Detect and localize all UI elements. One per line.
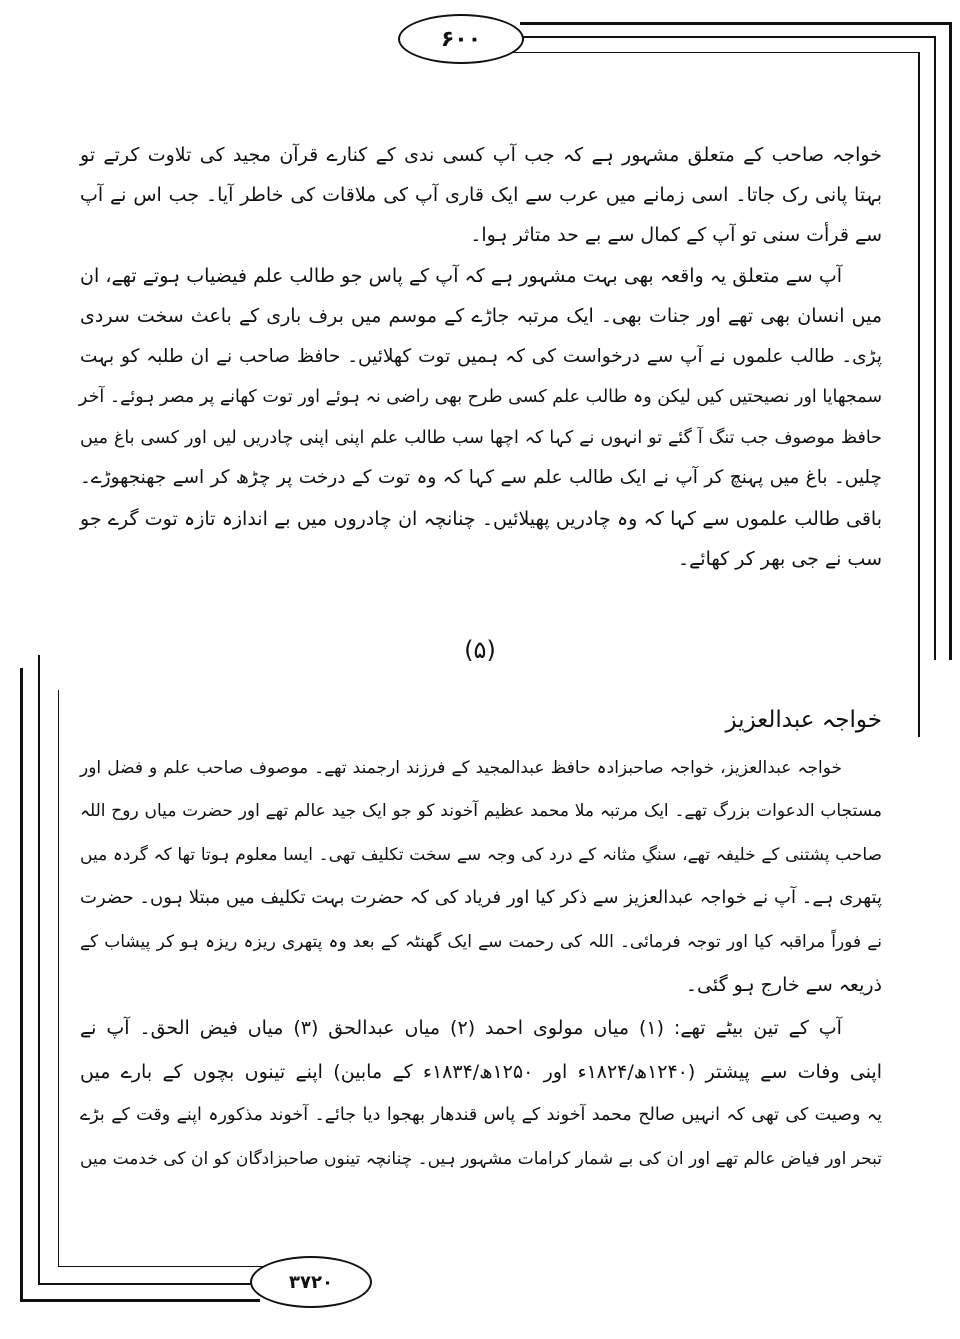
text-line: حافظ موصوف جب تنگ آ گئے تو انہوں نے کہا کہ اچھا سب طالب علم اپنی اپنی چادریں لیں اور کسی باغ میں [80, 428, 882, 448]
text-line: آپ سے متعلق یہ واقعہ بھی بہت مشہور ہے کہ آپ کے پاس جو طالب علم فیضیاب ہوتے تھے، ان [80, 265, 842, 287]
text-line: بہتا پانی رک جاتا۔ اسی زمانے میں عرب سے ایک قاری آپ کی ملاقات کی خاطر آیا۔ جب اس نے آپ [80, 184, 882, 206]
page-number-top: ۶۰۰ [398, 14, 524, 64]
text-line: باقی طالب علموں سے کہا کہ وہ چادریں پھیلائیں۔ چنانچہ ان چادروں میں بے اندازہ تازہ توت گرے جو [80, 508, 882, 530]
text-line: سے قرأت سنی تو آپ کے کمال سے بے حد متاثر ہوا۔ [470, 224, 882, 246]
frame-line [58, 690, 59, 1267]
text-line: ذریعہ سے خارج ہو گئی۔ [685, 974, 882, 996]
page-number-bottom: ۳۷۲۰ [250, 1256, 372, 1308]
frame-line [934, 36, 936, 660]
frame-line [508, 52, 919, 53]
section-number: (۵) [464, 636, 496, 664]
text-line: میں انسان بھی تھے اور جنات بھی۔ ایک مرتبہ جاڑے کے موسم میں برف باری کے باعث سخت سردی [80, 305, 882, 327]
text-line: نے فوراً مراقبہ کیا اور توجہ فرمائی۔ اللہ کی رحمت سے ایک گھنٹہ کے بعد وہ پتھری ریزہ ریزہ ہو کر پیشاب کے [80, 932, 882, 952]
text-line: سمجھایا اور نصیحتیں کیں لیکن وہ طالب علم کسی طرح بھی راضی نہ ہوئے اور توت کھانے پر مصر ہوئے۔ آخر [78, 387, 882, 407]
text-line: پڑی۔ طالب علموں نے آپ سے درخواست کی کہ ہمیں توت کھلائیں۔ حافظ صاحب نے ان طلبہ کو بہت [80, 346, 882, 367]
frame-line [58, 1266, 263, 1267]
text-line: آپ کے تین بیٹے تھے: (۱) میاں مولوی احمد (۲) میاں عبدالحق (۳) میاں فیض الحق۔ آپ نے [80, 1017, 842, 1039]
text-line: پتھری ہے۔ آپ نے خواجہ عبدالعزیز سے ذکر کیا اور فریاد کی کہ حضرت بہت تکلیف میں مبتلا ہوں۔ حضرت [80, 887, 882, 908]
frame-line [949, 22, 952, 660]
frame-line [20, 668, 23, 1302]
text-line: خواجہ صاحب کے متعلق مشہور ہے کہ جب آپ کسی ندی کے کنارے قرآن مجید کی تلاوت کرتے تو [80, 144, 882, 166]
text-line: اپنی وفات سے پیشتر (۱۲۴۰ھ/۱۸۲۴ء اور ۱۲۵۰ھ/۱۸۳۴ء کے مابین) اپنے تینوں بچوں کے بارے میں [80, 1061, 882, 1083]
article-heading: خواجہ عبدالعزیز [725, 707, 882, 733]
frame-line [38, 655, 40, 1285]
text-line: تبحر اور فیاض عالم تھے اور ان کی بے شمار کرامات مشہور ہیں۔ چنانچہ تینوں صاحبزادگان کو ان کی خدمت میں [80, 1149, 882, 1169]
frame-line [20, 1299, 260, 1302]
frame-line [520, 22, 952, 25]
text-line: چلیں۔ باغ میں پہنچ کر آپ نے ایک طالب علم سے کہا کہ وہ توت کے درخت پر چڑھ کر اسے جھنجھوڑے۔ [80, 467, 882, 488]
frame-line [515, 36, 936, 38]
frame-line [38, 1283, 253, 1285]
text-line: صاحب پشتنی کے خلیفہ تھے، سنگِ مثانہ کے درد کی وجہ سے سخت تکلیف تھی۔ ایسا معلوم ہوتا تھا کہ گردہ میں [80, 845, 882, 865]
frame-line [918, 52, 920, 737]
text-line: سب نے جی بھر کر کھائے۔ [678, 548, 882, 570]
text-line: یہ وصیت کی تھی کہ انہیں صالح محمد آخوند کے پاس قندھار بھجوا دیا جائے۔ آخوند مذکورہ اپنے وقت کے بڑے [80, 1105, 882, 1125]
text-line: مستجاب الدعوات بزرگ تھے۔ ایک مرتبہ ملا محمد عظیم آخوند کو جو ایک جید عالم تھے اور حضرت میاں روح اللہ [80, 801, 882, 821]
text-line: خواجہ عبدالعزیز، خواجہ صاحبزادہ حافظ عبدالمجید کے فرزند ارجمند تھے۔ موصوف صاحب علم و فضل اور [80, 758, 842, 778]
